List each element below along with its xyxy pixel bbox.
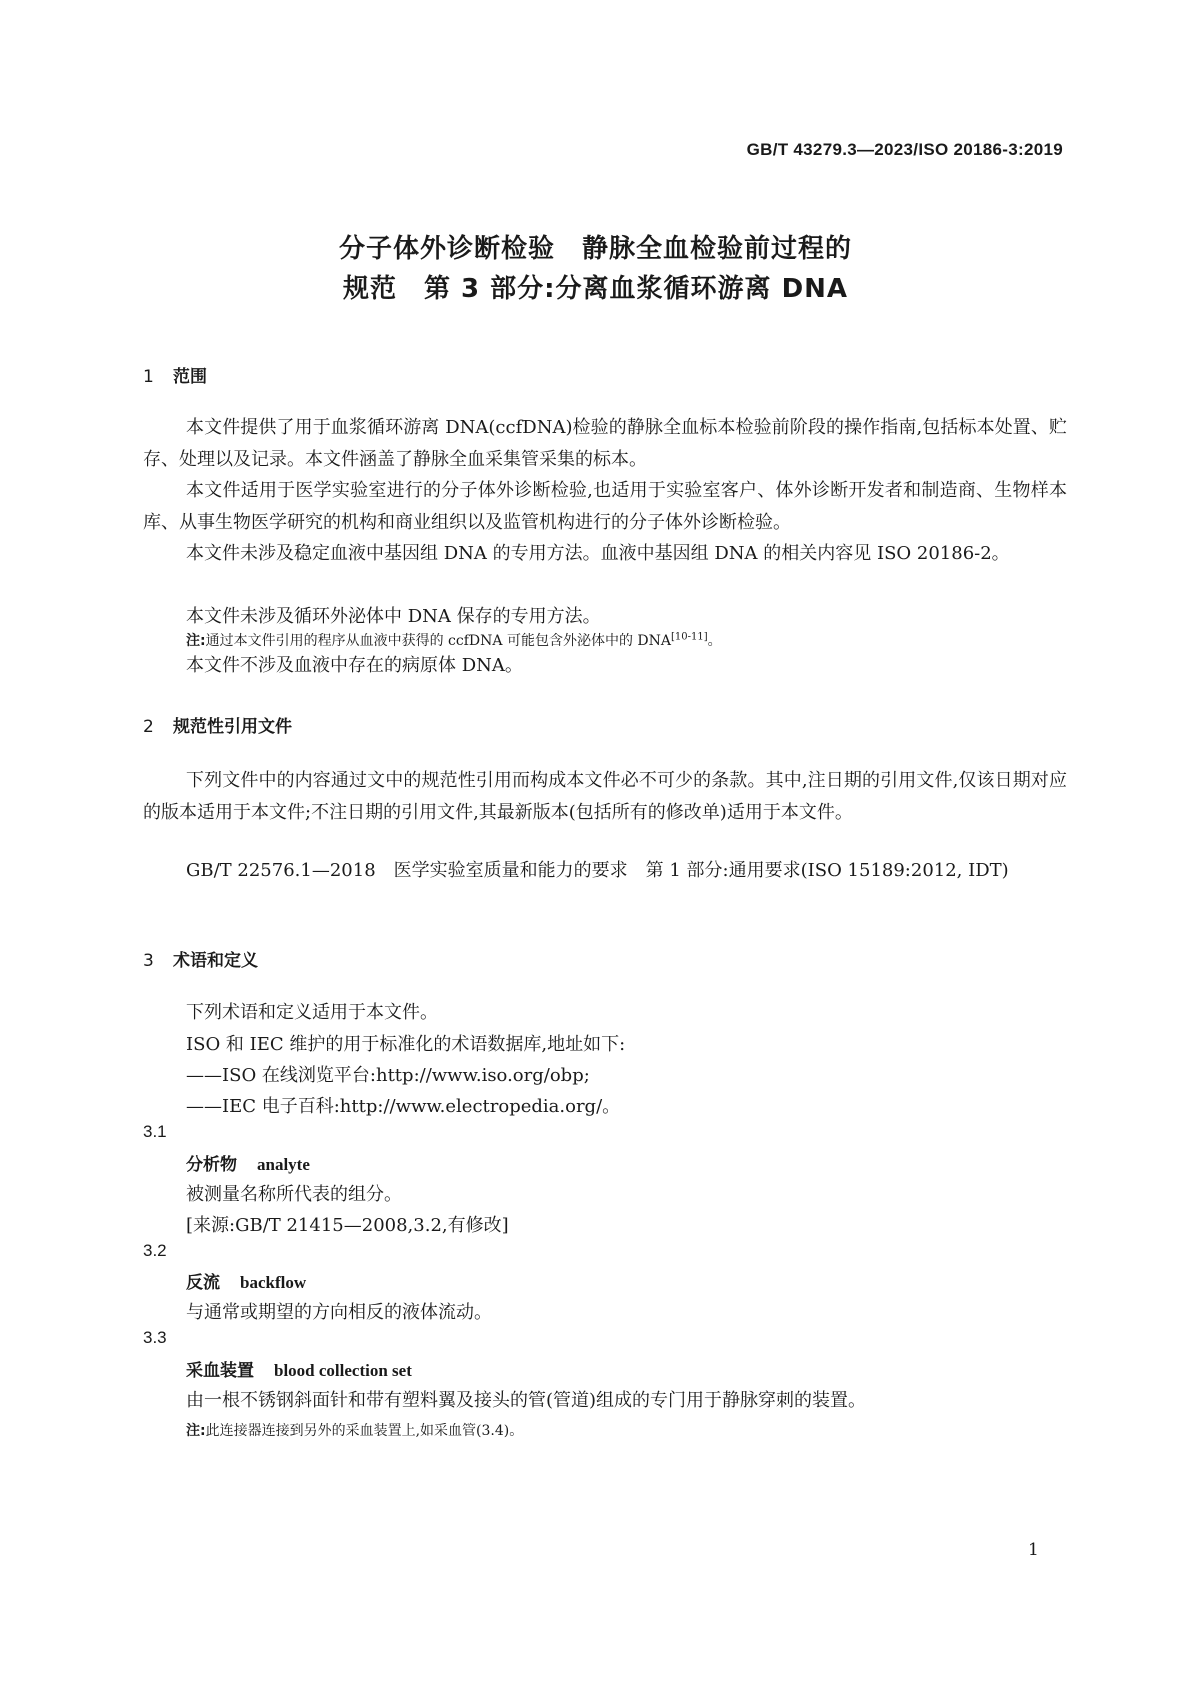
term-en: backflow xyxy=(240,1273,307,1292)
term-zh: 反流 xyxy=(186,1273,220,1293)
normative-reference: GB/T 22576.1—2018 医学实验室质量和能力的要求 第 1 部分:通用要求(ISO 15189:2012, IDT) xyxy=(186,860,1009,881)
section-number: 3 xyxy=(143,951,154,971)
note-label: 注: xyxy=(186,633,206,649)
title-line-2: 规范 第 3 部分:分离血浆循环游离 DNA xyxy=(342,274,849,304)
page-number: 1 xyxy=(1028,1540,1039,1560)
term-zh: 分析物 xyxy=(186,1155,237,1175)
document-code-header: GB/T 43279.3—2023/ISO 20186-3:2019 xyxy=(746,140,1063,159)
scope-note xyxy=(186,630,722,650)
note-text: 此连接器连接到另外的采血装置上,如采血管(3.4)。 xyxy=(205,1423,524,1439)
scope-paragraph-3: 本文件未涉及稳定血液中基因组 DNA 的专用方法。血液中基因组 DNA 的相关内容见 ISO 20186-2。 xyxy=(186,543,1010,564)
terms-intro-2: ISO 和 IEC 维护的用于标准化的术语数据库,地址如下: xyxy=(186,1034,626,1055)
term-zh: 采血装置 xyxy=(186,1361,254,1381)
section-number: 2 xyxy=(143,717,154,737)
term-number: 3.3 xyxy=(143,1328,167,1347)
term-source: [来源:GB/T 21415—2008,3.2,有修改] xyxy=(186,1215,509,1236)
iso-obp-link: ——ISO 在线浏览平台:http://www.iso.org/obp; xyxy=(186,1065,590,1086)
term-number: 3.2 xyxy=(143,1241,167,1260)
terms-intro-1: 下列术语和定义适用于本文件。 xyxy=(186,1002,438,1023)
section-1-heading xyxy=(143,362,207,387)
term-note xyxy=(186,1420,523,1440)
iec-electropedia-link: ——IEC 电子百科:http://www.electropedia.org/。 xyxy=(186,1096,621,1117)
term-definition: 与通常或期望的方向相反的液体流动。 xyxy=(186,1302,492,1323)
note-label: 注: xyxy=(186,1423,206,1439)
scope-paragraph-4: 本文件未涉及循环外泌体中 DNA 保存的专用方法。 xyxy=(186,606,601,627)
term-number: 3.1 xyxy=(143,1122,167,1141)
term-en: analyte xyxy=(257,1155,310,1174)
scope-paragraph-2: 本文件适用于医学实验室进行的分子体外诊断检验,也适用于实验室客户、体外诊断开发者和制造商、生物样本库、从事生物医学研究的机构和商业组织以及监管机构进行的分子体外诊断检验。 xyxy=(143,480,1067,533)
term-heading xyxy=(186,1268,306,1293)
section-3-heading xyxy=(143,946,258,971)
title-line-1: 分子体外诊断检验 静脉全血检验前过程的 xyxy=(338,234,852,264)
term-definition: 由一根不锈钢斜面针和带有塑料翼及接头的管(管道)组成的专门用于静脉穿刺的装置。 xyxy=(186,1390,867,1411)
term-definition: 被测量名称所代表的组分。 xyxy=(186,1184,402,1205)
term-en: blood collection set xyxy=(274,1361,412,1380)
citation-ref: [10-11] xyxy=(671,631,708,643)
term-heading xyxy=(186,1356,412,1381)
note-end: 。 xyxy=(707,633,722,649)
scope-paragraph-1: 本文件提供了用于血浆循环游离 DNA(ccfDNA)检验的静脉全血标本检验前阶段的操作指南,包括标本处置、贮存、处理以及记录。本文件涵盖了静脉全血采集管采集的标本。 xyxy=(143,417,1067,470)
section-title: 术语和定义 xyxy=(173,951,258,971)
section-2-heading xyxy=(143,712,292,737)
note-text: 通过本文件引用的程序从血液中获得的 ccfDNA 可能包含外泌体中的 DNA xyxy=(205,633,671,649)
section-title: 范围 xyxy=(173,367,207,387)
normative-paragraph-1: 下列文件中的内容通过文中的规范性引用而构成本文件必不可少的条款。其中,注日期的引用文件,仅该日期对应的版本适用于本文件;不注日期的引用文件,其最新版本(包括所有的修改单)适用于本文件。 xyxy=(143,770,1067,823)
term-heading xyxy=(186,1150,310,1175)
section-number: 1 xyxy=(143,367,154,387)
section-title: 规范性引用文件 xyxy=(173,717,292,737)
scope-paragraph-5: 本文件不涉及血液中存在的病原体 DNA。 xyxy=(186,655,523,676)
